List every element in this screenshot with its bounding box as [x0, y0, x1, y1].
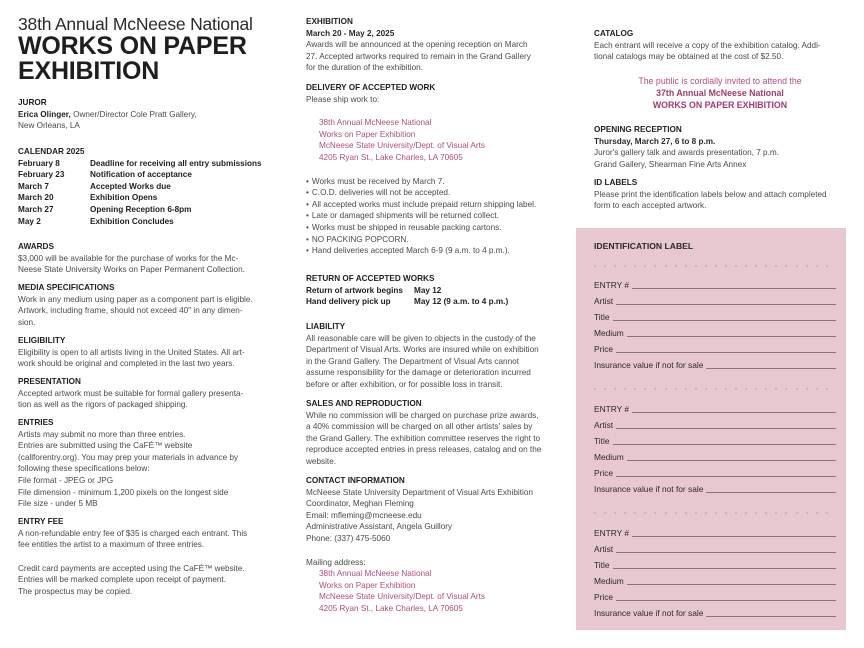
juror-section: [18, 97, 276, 132]
field-label: Medium: [594, 328, 624, 338]
calendar-date: February 8: [18, 158, 60, 168]
field-line[interactable]: [627, 451, 836, 461]
mailing-address-line: 38th Annual McNeese National: [319, 569, 432, 579]
reception-when: Thursday, March 27, 6 to 8 p.m.: [594, 136, 716, 146]
liability-section: [306, 321, 568, 391]
shipping-address-line: 38th Annual McNeese National: [319, 118, 432, 128]
delivery-rules-list: [306, 176, 568, 257]
contact-text: Administrative Assistant, Angela Guillory: [306, 522, 453, 532]
field-label: Price: [594, 344, 614, 354]
return-value: May 12: [414, 285, 442, 295]
return-row: [306, 296, 568, 308]
invitation: [594, 75, 846, 111]
calendar-row: [18, 216, 276, 228]
medium-field[interactable]: [594, 447, 836, 463]
presentation-text: Accepted artwork must be suitable for formal gallery presenta-: [18, 388, 244, 398]
field-label: Title: [594, 436, 610, 446]
entry-fee-text: fee entitles the artist to a maximum of three entries.: [18, 540, 205, 550]
awards-text: $3,000 will be available for the purchase of works for the Mc-: [18, 253, 239, 263]
juror-location: New Orleans, LA: [18, 121, 80, 131]
liability-text: before or after exhibition, or for possible loss in transit.: [306, 379, 503, 389]
field-line[interactable]: [632, 279, 836, 289]
id-labels-section: [594, 177, 846, 212]
juror-name: Erica Olinger,: [18, 109, 71, 119]
price-field[interactable]: [594, 463, 836, 479]
field-label: ENTRY #: [594, 404, 630, 414]
entry-fee-text: A non-refundable entry fee of $35 is charged each entrant. This: [18, 528, 248, 538]
exhibition-text: 27. Accepted artworks required to remain in the Grand Gallery: [306, 51, 531, 61]
field-label: Insurance value if not for sale: [594, 360, 704, 370]
exhibition-dates: March 20 - May 2, 2025: [306, 28, 395, 38]
calendar-event: Deadline for receiving all entry submissions: [90, 158, 262, 168]
awards-heading: AWARDS: [18, 242, 54, 251]
calendar-event: Exhibition Opens: [90, 193, 158, 203]
identification-label-title: IDENTIFICATION LABEL: [594, 241, 694, 251]
field-label: Insurance value if not for sale: [594, 484, 704, 494]
title-field[interactable]: [594, 431, 836, 447]
entries-text: following these specifications below:: [18, 464, 150, 474]
calendar-event: Opening Reception 6-8pm: [90, 204, 192, 214]
field-label: Price: [594, 592, 614, 602]
field-label: Artist: [594, 296, 614, 306]
exhibition-section: [306, 16, 568, 74]
awards-text: Neese State University Works on Paper Permanent Collection.: [18, 265, 245, 275]
field-label: Medium: [594, 452, 624, 462]
field-line[interactable]: [616, 467, 836, 477]
calendar-row: [18, 158, 276, 170]
media-text: sion.: [18, 317, 36, 327]
liability-text: All reasonable care will be given to objects in the custody of the: [306, 333, 536, 343]
calendar-event: Exhibition Concludes: [90, 216, 174, 226]
awards-section: [18, 241, 276, 276]
entry-fee-section: [18, 516, 276, 598]
id-labels-text: Please print the identification labels below and attach completed: [594, 189, 827, 199]
field-line[interactable]: [616, 295, 836, 305]
liability-heading: LIABILITY: [306, 322, 346, 331]
catalog-text: Each entrant will receive a copy of the exhibition catalog. Addi-: [594, 40, 821, 50]
delivery-section: [306, 82, 568, 257]
payment-text: Entries will be marked complete upon receipt of payment.: [18, 575, 226, 585]
calendar-event: Accepted Works due: [90, 181, 171, 191]
shipping-address-line: 4205 Ryan St., Lake Charles, LA 70605: [319, 152, 463, 162]
eligibility-heading: ELIGIBILITY: [18, 336, 66, 345]
catalog-heading: CATALOG: [594, 29, 634, 38]
delivery-rule: • Works must be shipped in reusable packing cartons.: [306, 222, 568, 234]
entries-heading: ENTRIES: [18, 418, 54, 427]
entries-text: File dimension - minimum 1,200 pixels on the longest side: [18, 487, 229, 497]
field-line[interactable]: [706, 359, 836, 369]
calendar-row: [18, 169, 276, 181]
field-line[interactable]: [627, 327, 836, 337]
mailing-address-line: 4205 Ryan St., Lake Charles, LA 70605: [319, 603, 463, 613]
reception-text: Juror's gallery talk and awards presentation, 7 p.m.: [594, 148, 779, 158]
juror-line: [18, 109, 276, 121]
field-line[interactable]: [616, 591, 836, 601]
identification-label-panel: [576, 228, 846, 630]
calendar-date: March 20: [18, 193, 54, 203]
payment-text: The prospectus may be copied.: [18, 586, 133, 596]
artist-field[interactable]: [594, 415, 836, 431]
sales-section: [306, 398, 568, 468]
artist-field[interactable]: [594, 291, 836, 307]
calendar-date: March 7: [18, 181, 49, 191]
entries-section: [18, 417, 276, 510]
delivery-rule: • Works must be received by March 7.: [306, 176, 568, 188]
eligibility-section: [18, 335, 276, 370]
title-field[interactable]: [594, 555, 836, 571]
mailing-address-line: Works on Paper Exhibition: [319, 580, 416, 590]
calendar-row: [18, 204, 276, 216]
invitation-line: The public is cordially invited to attend the: [638, 76, 802, 86]
exhibition-heading: EXHIBITION: [306, 17, 353, 26]
entry-number-field[interactable]: [594, 275, 836, 291]
presentation-text: tion as well as the rigors of packaged shipping.: [18, 400, 188, 410]
medium-field[interactable]: [594, 571, 836, 587]
field-line[interactable]: [616, 419, 836, 429]
insurance-value-field[interactable]: [594, 355, 836, 371]
sales-text: the Grand Gallery. The exhibition committee reserves the right to: [306, 433, 541, 443]
entries-text: File size - under 5 MB: [18, 499, 98, 509]
id-label-form: [594, 399, 836, 495]
title-field[interactable]: [594, 307, 836, 323]
delivery-heading: DELIVERY OF ACCEPTED WORK: [306, 83, 436, 92]
media-heading: MEDIA SPECIFICATIONS: [18, 283, 115, 292]
catalog-section: [594, 28, 846, 63]
field-label: ENTRY #: [594, 280, 630, 290]
field-label: Title: [594, 560, 610, 570]
insurance-value-field[interactable]: [594, 479, 836, 495]
invitation-event: 37th Annual McNeese National: [656, 88, 784, 98]
calendar-section: [18, 146, 276, 227]
shipping-address-line: McNeese State University/Dept. of Visual Arts: [319, 141, 485, 151]
catalog-text: tional catalogs may be obtained at the cost of $2.50.: [594, 52, 784, 62]
calendar-date: March 27: [18, 204, 54, 214]
contact-section: [306, 475, 568, 615]
field-line[interactable]: [616, 543, 836, 553]
field-line[interactable]: [616, 343, 836, 353]
calendar-row: [18, 181, 276, 193]
delivery-rule: • All accepted works must include prepaid return shipping label.: [306, 199, 568, 211]
id-label-form: [594, 523, 836, 619]
sales-text: website.: [306, 456, 337, 466]
field-label: ENTRY #: [594, 528, 630, 538]
sales-text: a 40% commission will be charged on all other artists' sales by: [306, 422, 533, 432]
price-field[interactable]: [594, 587, 836, 603]
entries-text: (callforentry.org). You may prep your materials in advance by: [18, 452, 239, 462]
liability-text: in the Grand Gallery. The Department of Visual Arts cannot: [306, 356, 519, 366]
entry-fee-heading: ENTRY FEE: [18, 517, 64, 526]
calendar-date: May 2: [18, 216, 41, 226]
id-labels-text: form to each accepted artwork.: [594, 201, 707, 211]
contact-email[interactable]: Email: mfleming@mcneese.edu: [306, 510, 422, 520]
media-text: Artwork, including frame, should not exceed 40" in any dimen-: [18, 306, 243, 316]
artist-field[interactable]: [594, 539, 836, 555]
field-line[interactable]: [632, 403, 836, 413]
eligibility-text: work should be original and completed in the last two years.: [18, 359, 235, 369]
mailing-address-line: McNeese State University/Dept. of Visual Arts: [319, 592, 485, 602]
field-label: Price: [594, 468, 614, 478]
price-field[interactable]: [594, 339, 836, 355]
field-line[interactable]: [627, 575, 836, 585]
return-row: [306, 285, 568, 297]
title-line-1: WORKS ON PAPER: [18, 32, 247, 60]
contact-text: McNeese State University Department of Visual Arts Exhibition: [306, 487, 533, 497]
calendar-date: February 23: [18, 170, 65, 180]
title-line-2: EXHIBITION: [18, 57, 160, 85]
field-line[interactable]: [613, 311, 836, 321]
return-value: May 12 (9 a.m. to 4 p.m.): [414, 297, 509, 307]
calendar-heading: CALENDAR 2025: [18, 147, 85, 156]
liability-text: assume responsibility for the damage or deterioration incurred: [306, 368, 531, 378]
spacer: [306, 105, 568, 117]
delivery-intro: Please ship work to:: [306, 94, 380, 104]
delivery-rule: • C.O.D. deliveries will not be accepted.: [306, 187, 568, 199]
cut-line: [594, 512, 828, 516]
calendar-row: [18, 192, 276, 204]
exhibition-text: for the duration of the exhibition.: [306, 63, 423, 73]
mailing-label: Mailing address:: [306, 557, 366, 567]
entries-text: Artists may submit no more than three entries.: [18, 429, 186, 439]
shipping-address-line: Works on Paper Exhibition: [319, 129, 416, 139]
id-label-form: [594, 275, 836, 371]
field-label: Artist: [594, 420, 614, 430]
entries-text: File format - JPEG or JPG: [18, 475, 114, 485]
payment-text: Credit card payments are accepted using the CaFÉ™ website.: [18, 563, 245, 573]
invitation-title: WORKS ON PAPER EXHIBITION: [652, 100, 788, 110]
sales-text: While no commission will be charged on purchase prize awards,: [306, 410, 539, 420]
media-text: Work in any medium using paper as a component part is eligible.: [18, 294, 253, 304]
reception-section: [594, 124, 846, 170]
field-label: Artist: [594, 544, 614, 554]
header-subtitle: 38th Annual McNeese National: [18, 14, 253, 34]
delivery-rule: • Hand deliveries accepted March 6-9 (9 a.m. to 4 p.m.).: [306, 245, 568, 257]
field-line[interactable]: [613, 435, 836, 445]
return-heading: RETURN OF ACCEPTED WORKS: [306, 274, 435, 283]
field-line[interactable]: [706, 607, 836, 617]
reception-heading: OPENING RECEPTION: [594, 125, 682, 134]
delivery-rule: • NO PACKING POPCORN.: [306, 234, 568, 246]
insurance-value-field[interactable]: [594, 603, 836, 619]
calendar-event: Notification of acceptance: [90, 170, 192, 180]
entry-number-field[interactable]: [594, 399, 836, 415]
juror-heading: JUROR: [18, 98, 47, 107]
sales-text: reproduce accepted entries in press releases, catalog and on the: [306, 445, 542, 455]
field-label: Medium: [594, 576, 624, 586]
field-line[interactable]: [706, 483, 836, 493]
field-label: Title: [594, 312, 610, 322]
return-label: Hand delivery pick up: [306, 297, 391, 307]
medium-field[interactable]: [594, 323, 836, 339]
contact-text: Coordinator, Meghan Fleming: [306, 499, 414, 509]
liability-text: Department of Visual Arts. Works are insured while on exhibition: [306, 345, 539, 355]
spacer: [18, 551, 276, 563]
reception-text: Grand Gallery, Shearman Fine Arts Annex: [594, 159, 747, 169]
presentation-heading: PRESENTATION: [18, 377, 81, 386]
id-labels-heading: ID LABELS: [594, 178, 638, 187]
cut-line: [594, 388, 828, 392]
media-section: [18, 282, 276, 328]
presentation-section: [18, 376, 276, 411]
field-line[interactable]: [632, 527, 836, 537]
spacer: [306, 545, 568, 557]
return-section: [306, 273, 568, 308]
spacer: [306, 164, 568, 176]
juror-desc: Owner/Director Cole Pratt Gallery,: [70, 109, 197, 119]
exhibition-text: Awards will be announced at the opening reception on March: [306, 40, 528, 50]
eligibility-text: Eligibility is open to all artists living in the United States. All art-: [18, 347, 245, 357]
field-line[interactable]: [613, 559, 836, 569]
contact-heading: CONTACT INFORMATION: [306, 476, 405, 485]
entries-text: Entries are submitted using the CaFÉ™ website: [18, 441, 193, 451]
entry-number-field[interactable]: [594, 523, 836, 539]
delivery-rule: • Late or damaged shipments will be returned collect.: [306, 210, 568, 222]
return-label: Return of artwork begins: [306, 285, 403, 295]
header-title: [18, 34, 247, 84]
field-label: Insurance value if not for sale: [594, 608, 704, 618]
sales-heading: SALES AND REPRODUCTION: [306, 399, 422, 408]
contact-phone: Phone: (337) 475-5060: [306, 533, 391, 543]
cut-line: [594, 265, 828, 269]
